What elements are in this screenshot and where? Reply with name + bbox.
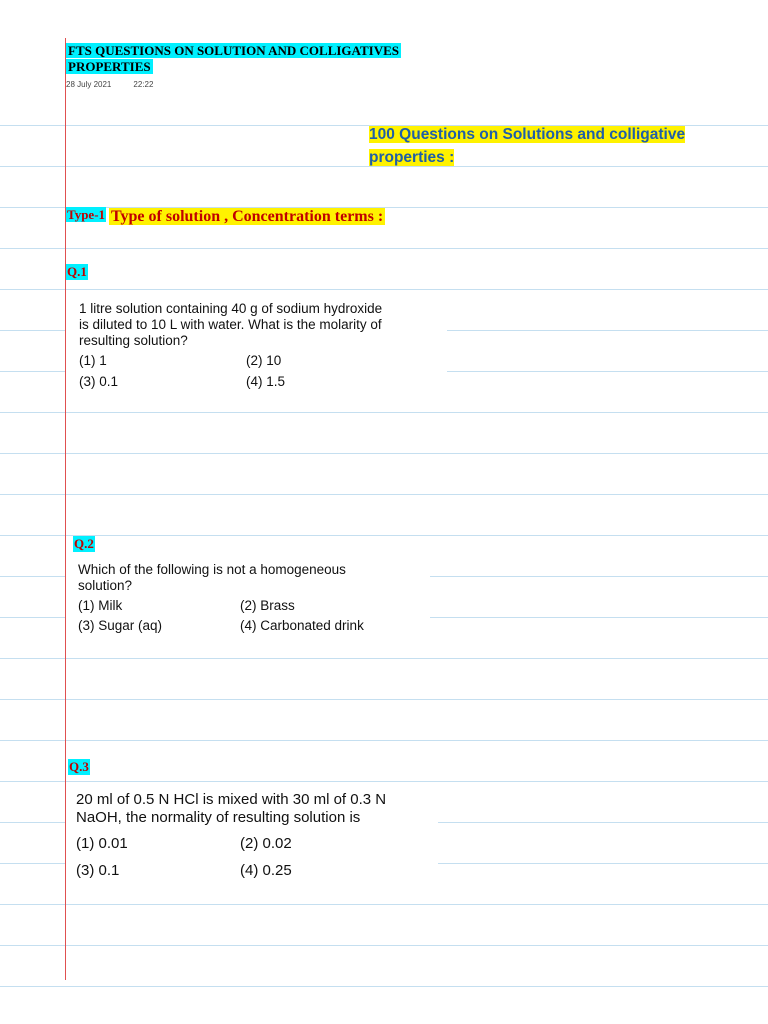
option: (2) Brass [240, 598, 295, 613]
question-1-text [79, 301, 447, 349]
question-2-options [78, 598, 430, 640]
type-tag: Type-1 [67, 207, 106, 222]
option: (1) 1 [79, 353, 107, 368]
option: (1) Milk [78, 598, 123, 613]
ruled-line [0, 412, 768, 413]
section-title: Type of solution , Concentration terms : [111, 208, 384, 225]
ruled-line [0, 248, 768, 249]
question-2 [66, 560, 430, 642]
question-label-3: Q.3 [69, 759, 89, 774]
time-text: 22:22 [133, 80, 154, 89]
question-3-options [76, 835, 438, 887]
ruled-line [0, 699, 768, 700]
section-heading [66, 207, 385, 226]
ruled-line [0, 453, 768, 454]
option: (1) 0.01 [76, 835, 128, 852]
question-2-line-2: solution? [78, 578, 133, 593]
title-line-1: FTS QUESTIONS ON SOLUTION AND COLLIGATIVES [68, 43, 399, 58]
question-2-line-1: Which of the following is not a homogeneous [78, 562, 346, 577]
banner-line-2: properties : [369, 149, 455, 166]
ruled-line [0, 658, 768, 659]
option: (2) 0.02 [240, 835, 292, 852]
ruled-line [0, 945, 768, 946]
ruled-line [0, 289, 768, 290]
question-1-line-1: 1 litre solution containing 40 g of sodium hydroxide [79, 301, 383, 316]
question-1-options [79, 353, 447, 395]
title-line-2: PROPERTIES [68, 59, 151, 74]
option: (3) 0.1 [79, 374, 119, 389]
question-3-text [76, 791, 438, 827]
timestamp [66, 80, 153, 89]
page-title [66, 43, 401, 75]
question-1-line-2: is diluted to 10 L with water. What is the molarity of [79, 317, 382, 332]
question-3-line-2: NaOH, the normality of resulting solution is [76, 809, 361, 826]
ruled-line [0, 986, 768, 987]
option: (4) 1.5 [246, 374, 286, 389]
option: (3) Sugar (aq) [78, 618, 163, 633]
question-2-text [78, 562, 430, 594]
ruled-line [0, 740, 768, 741]
ruled-line [0, 535, 768, 536]
question-1-line-3: resulting solution? [79, 333, 188, 348]
ruled-line [0, 494, 768, 495]
question-1 [66, 299, 447, 397]
option: (3) 0.1 [76, 862, 120, 879]
question-label-2: Q.2 [74, 536, 94, 551]
option: (2) 10 [246, 353, 282, 368]
option: (4) Carbonated drink [240, 618, 364, 633]
option: (4) 0.25 [240, 862, 292, 879]
question-3 [66, 789, 438, 889]
banner-line-1: 100 Questions on Solutions and colligative [369, 126, 686, 143]
ruled-line [0, 904, 768, 905]
question-label-1: Q.1 [67, 264, 87, 279]
date-text: 28 July 2021 [66, 80, 112, 89]
highlight-banner [369, 123, 765, 169]
ruled-line [0, 781, 768, 782]
question-3-line-1: 20 ml of 0.5 N HCl is mixed with 30 ml of 0.3 N [76, 791, 387, 808]
